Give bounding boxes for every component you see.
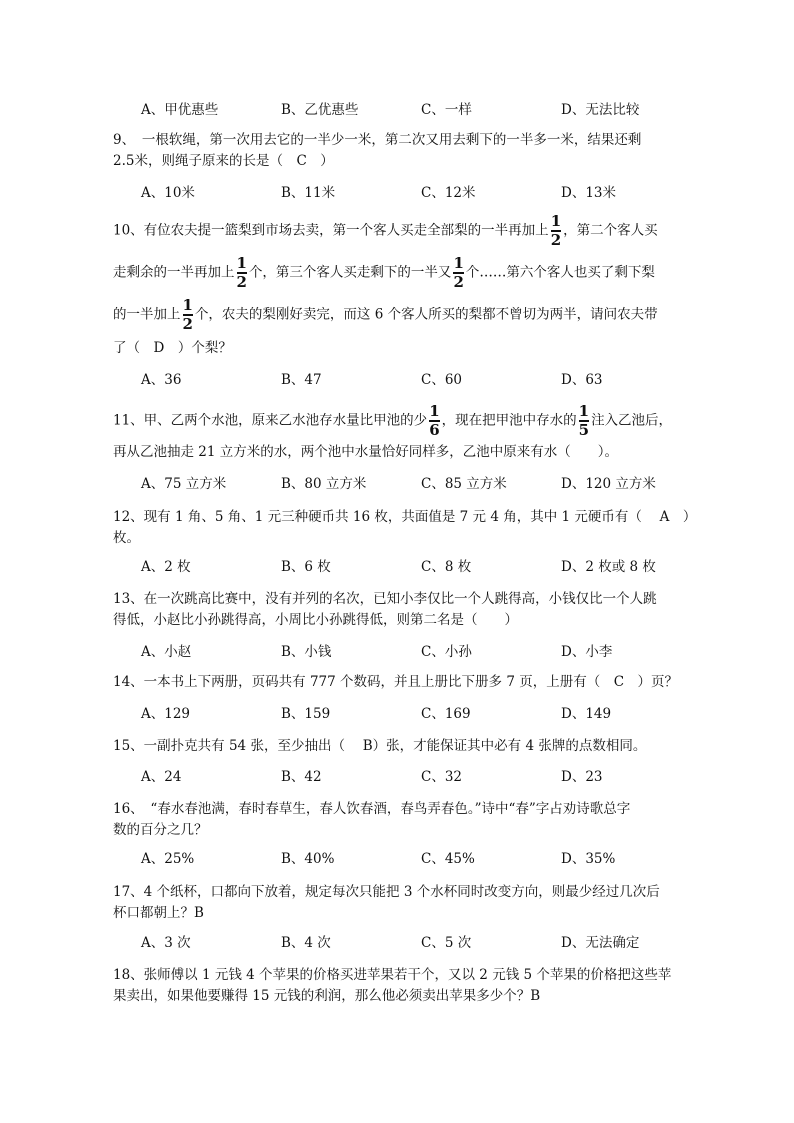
q9-line-1: 9、 一根软绳，第一次用去它的一半少一米，第二次又用去剩下的一半多一米，结果还剩 bbox=[113, 132, 642, 148]
q17-option-d: D、无法确定 bbox=[561, 935, 640, 951]
q10-option-b: B、47 bbox=[281, 372, 322, 388]
q10-text: 个，农夫的梨刚好卖完，而这 6 个客人所买的梨都不曾切为两半，请问农夫带 bbox=[194, 306, 658, 323]
q15-option-a: A、24 bbox=[141, 769, 182, 785]
q11-option-d: D、120 立方米 bbox=[561, 476, 656, 492]
q12-options bbox=[141, 555, 701, 575]
fraction-numerator: 1 bbox=[550, 212, 562, 230]
fraction-denominator: 6 bbox=[429, 421, 440, 439]
q13-option-d: D、小李 bbox=[561, 644, 613, 660]
q11-option-c: C、85 立方米 bbox=[421, 476, 507, 492]
q16-option-a: A、25% bbox=[141, 851, 195, 867]
q10-option-a: A、36 bbox=[141, 372, 182, 388]
q10-option-d: D、63 bbox=[561, 372, 603, 388]
q13-option-c: C、小孙 bbox=[421, 644, 472, 660]
q10-line-4: 了（ D ）个梨？ bbox=[113, 340, 232, 356]
q15-option-b: B、42 bbox=[281, 769, 322, 785]
q12-option-b: B、6 枚 bbox=[281, 559, 331, 575]
q9-option-c: C、12米 bbox=[421, 185, 476, 201]
q17-option-b: B、4 次 bbox=[281, 935, 331, 951]
q12-option-a: A、2 枚 bbox=[141, 559, 191, 575]
q14-option-d: D、149 bbox=[561, 706, 612, 722]
q11-line-1 bbox=[113, 404, 672, 438]
q12-line-2: 枚。 bbox=[113, 530, 140, 546]
q18-line-2: 果卖出，如果他要赚得 15 元钱的利润，那么他必须卖出苹果多少个？B bbox=[113, 988, 541, 1004]
q16-line-1: 16、 “春水春池满，春时春草生，春人饮春酒，春鸟弄春色。”诗中“春”字占劝诗歌总字 bbox=[113, 801, 631, 817]
q8-option-c: C、一样 bbox=[421, 102, 472, 118]
q10-options bbox=[141, 368, 701, 388]
q13-option-a: A、小赵 bbox=[141, 644, 192, 660]
fraction bbox=[429, 404, 439, 438]
q13-line-2: 得低，小赵比小孙跳得高，小周比小孙跳得低，则第二名是（ ） bbox=[113, 612, 518, 628]
q14-options bbox=[141, 702, 701, 722]
q13-option-b: B、小钱 bbox=[281, 644, 332, 660]
q11-options bbox=[141, 472, 701, 492]
q10-text: 个，第三个客人买走剩下的一半又 bbox=[248, 264, 452, 281]
q11-text: 注入乙池后， bbox=[591, 412, 673, 429]
fraction-denominator: 2 bbox=[182, 315, 193, 333]
q12-option-c: C、8 枚 bbox=[421, 559, 472, 575]
q12-option-d: D、2 枚或 8 枚 bbox=[561, 559, 656, 575]
q12-line-1: 12、现有 1 角、5 角、1 元三种硬币共 16 枚，共面值是 7 元 4 角，其中 1 元硬币有（ A ） bbox=[113, 509, 697, 525]
q8-option-b: B、乙优惠些 bbox=[281, 102, 359, 118]
q9-option-b: B、11米 bbox=[281, 185, 336, 201]
fraction bbox=[453, 256, 463, 290]
q16-option-b: B、40% bbox=[281, 851, 335, 867]
fraction-denominator: 5 bbox=[578, 421, 590, 439]
q13-options bbox=[141, 640, 701, 660]
fraction-numerator: 1 bbox=[453, 254, 464, 272]
fraction-numerator: 1 bbox=[182, 296, 193, 314]
q9-option-d: D、13米 bbox=[561, 185, 617, 201]
q17-line-1: 17、4 个纸杯，口都向下放着，规定每次只能把 3 个水杯同时改变方向，则最少经过几次后 bbox=[113, 884, 660, 900]
q10-text: 的一半加上 bbox=[113, 306, 181, 323]
q9-option-a: A、10米 bbox=[141, 185, 195, 201]
fraction-numerator: 1 bbox=[429, 402, 440, 420]
q10-text: ，第二个客人买 bbox=[563, 222, 658, 239]
q10-text: 个……第六个客人也买了剩下梨 bbox=[465, 264, 655, 281]
q13-line-1: 13、在一次跳高比赛中，没有并列的名次，已知小李仅比一个人跳得高，小钱仅比一个人跳 bbox=[113, 591, 657, 607]
q15-option-d: D、23 bbox=[561, 769, 603, 785]
q8-option-d: D、无法比较 bbox=[561, 102, 640, 118]
q10-line-2 bbox=[113, 256, 655, 290]
fraction-denominator: 2 bbox=[236, 273, 247, 291]
q10-text: 10、有位农夫提一篮梨到市场去卖，第一个客人买走全部梨的一半再加上 bbox=[113, 222, 549, 239]
q10-line-3 bbox=[113, 298, 658, 332]
q15-options bbox=[141, 765, 701, 785]
q9-line-2: 2.5米，则绳子原来的长是（ C ） bbox=[113, 153, 334, 169]
q10-text: 走剩余的一半再加上 bbox=[113, 264, 235, 281]
q11-option-b: B、80 立方米 bbox=[281, 476, 367, 492]
q16-option-c: C、45% bbox=[421, 851, 475, 867]
fraction bbox=[579, 404, 589, 438]
q18-line-1: 18、张师傅以 1 元钱 4 个苹果的价格买进苹果若干个，又以 2 元钱 5 个苹果的价格把这些苹 bbox=[113, 967, 672, 983]
fraction-denominator: 2 bbox=[453, 273, 464, 291]
fraction-denominator: 2 bbox=[550, 231, 562, 249]
q17-line-2: 杯口都朝上？B bbox=[113, 905, 204, 921]
q11-text: ，现在把甲池中存水的 bbox=[441, 412, 577, 429]
q14-option-c: C、169 bbox=[421, 706, 471, 722]
q15-line-1: 15、一副扑克共有 54 张，至少抽出（ B）张，才能保证其中必有 4 张牌的点数相同。 bbox=[113, 738, 647, 754]
q15-option-c: C、32 bbox=[421, 769, 463, 785]
fraction bbox=[551, 214, 561, 248]
q11-option-a: A、75 立方米 bbox=[141, 476, 227, 492]
q17-option-a: A、3 次 bbox=[141, 935, 191, 951]
q8-options bbox=[141, 98, 701, 118]
q16-options bbox=[141, 847, 701, 867]
q17-option-c: C、5 次 bbox=[421, 935, 472, 951]
q14-line-1: 14、一本书上下两册，页码共有 777 个数码，并且上册比下册多 7 页，上册有（ C ）页？ bbox=[113, 674, 679, 690]
fraction-numerator: 1 bbox=[236, 254, 247, 272]
q16-line-2: 数的百分之几？ bbox=[113, 822, 208, 838]
q10-line-1 bbox=[113, 214, 658, 248]
q8-option-a: A、甲优惠些 bbox=[141, 102, 219, 118]
q11-line-2: 再从乙池抽走 21 立方米的水，两个池中水量恰好同样多，乙池中原来有水（ ）。 bbox=[113, 444, 619, 460]
fraction bbox=[183, 298, 193, 332]
q14-option-b: B、159 bbox=[281, 706, 331, 722]
q14-option-a: A、129 bbox=[141, 706, 191, 722]
q9-options bbox=[141, 181, 701, 201]
q10-option-c: C、60 bbox=[421, 372, 463, 388]
fraction bbox=[237, 256, 247, 290]
q16-option-d: D、35% bbox=[561, 851, 616, 867]
fraction-numerator: 1 bbox=[578, 402, 590, 420]
q17-options bbox=[141, 931, 701, 951]
q11-text: 11、甲、乙两个水池，原来乙水池存水量比甲池的少 bbox=[113, 412, 428, 429]
